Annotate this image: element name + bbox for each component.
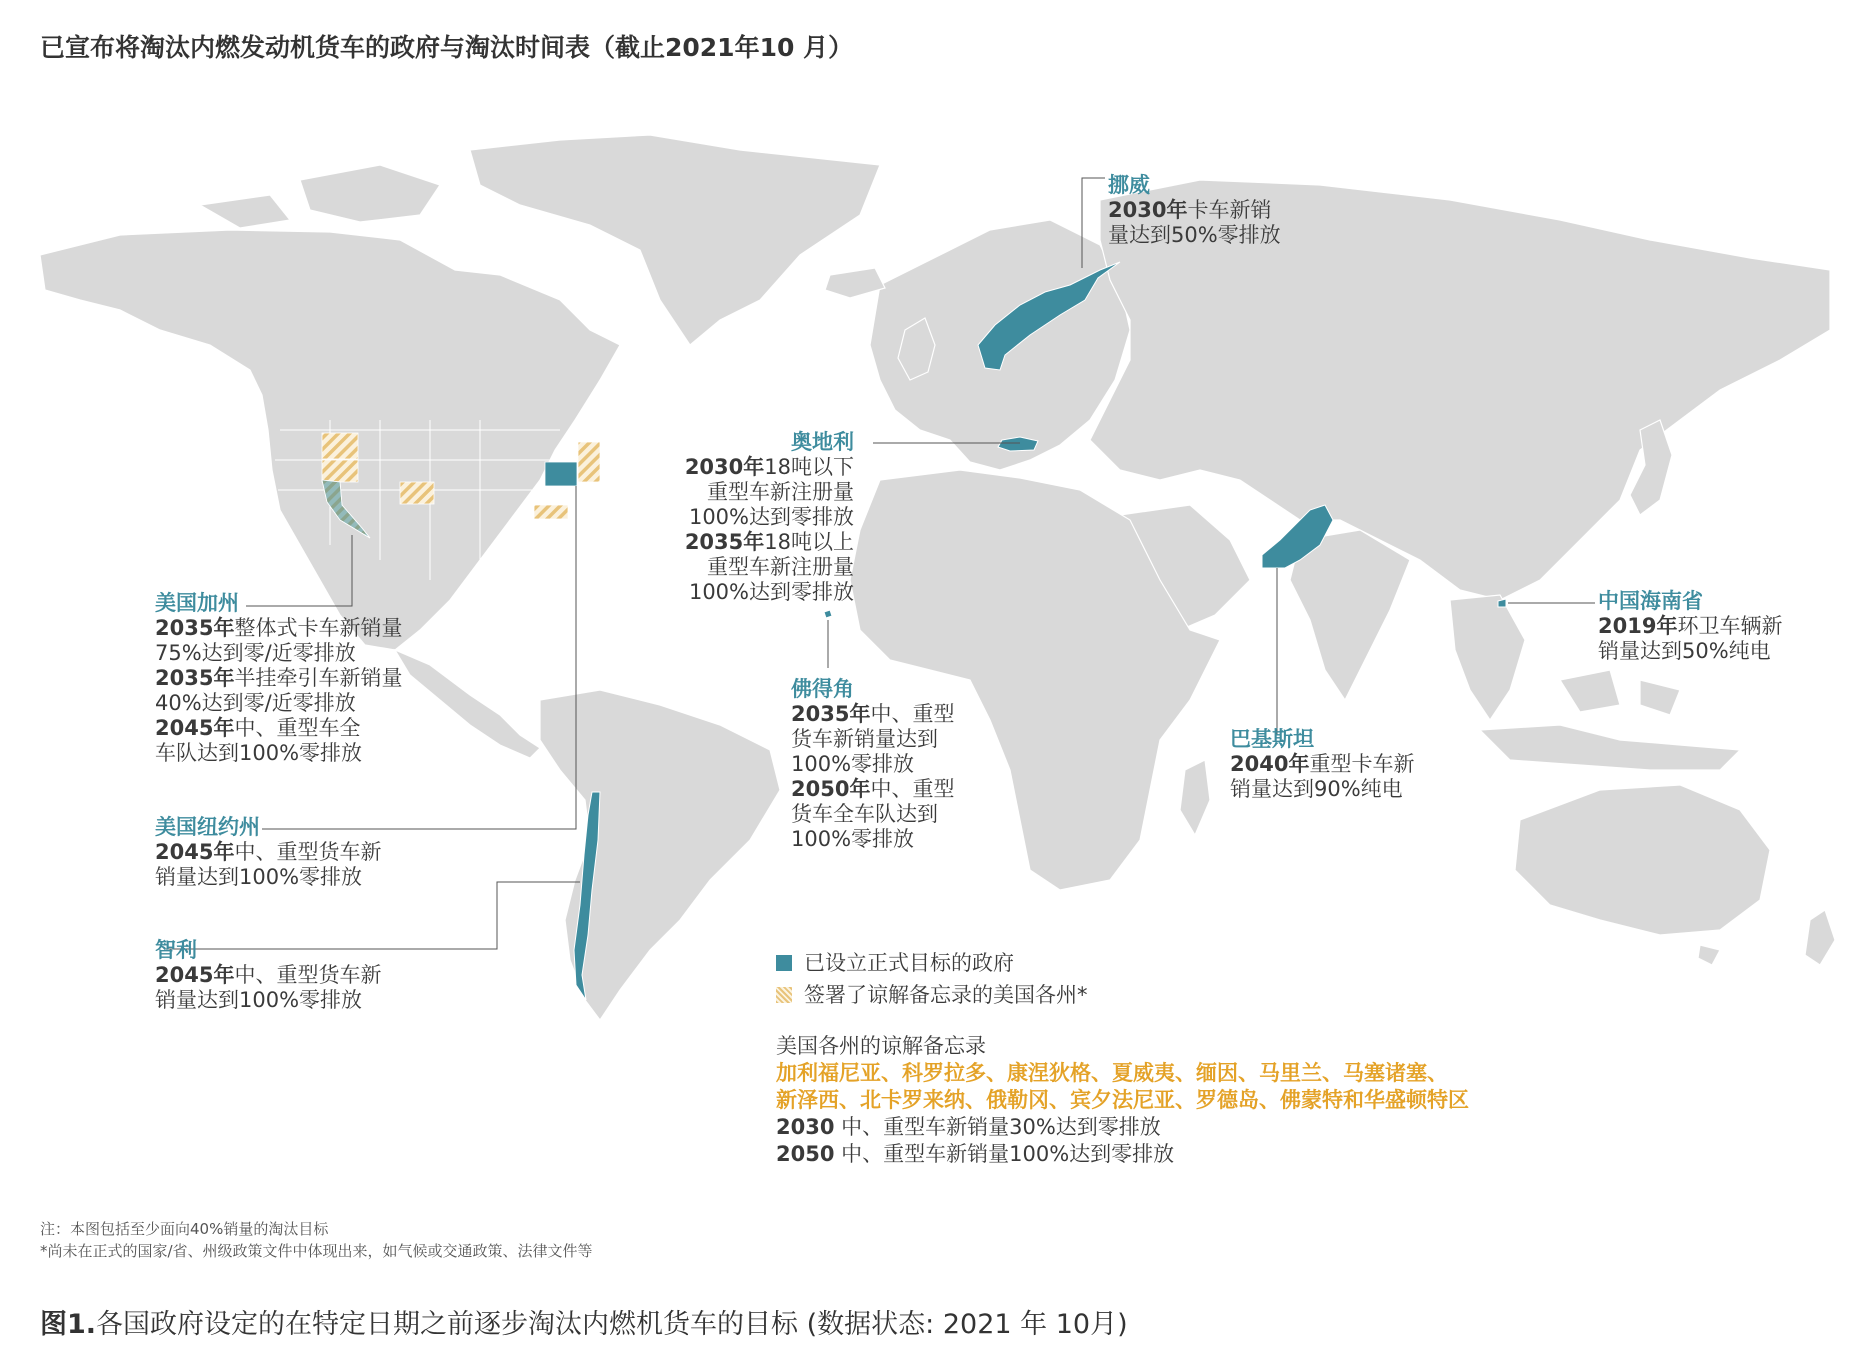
capeverde-region [824, 610, 832, 618]
legend-label: 已设立正式目标的政府 [804, 951, 1014, 975]
callout-chile [155, 938, 381, 1013]
callout-place: 奥地利 [791, 430, 854, 454]
callout-line: 销量达到100%零排放 [155, 988, 363, 1012]
southeast-asia-shape [1450, 595, 1525, 720]
callout-line: 重型车新注册量 [707, 480, 854, 504]
callout-capeverde [791, 677, 954, 852]
legend-item-mou [776, 979, 1088, 1011]
legend-item-formal [776, 947, 1088, 979]
callout-austria [672, 430, 854, 605]
formal-swatch-icon [776, 955, 792, 971]
callout-line: 100%达到零排放 [688, 580, 854, 604]
footnotes [40, 1218, 593, 1262]
callout-line: 货车全车队达到 [791, 802, 938, 826]
callout-line: 2035年中、重型 [791, 702, 955, 726]
callout-line: 2050年中、重型 [791, 777, 955, 801]
callout-line: 2045年中、重型车全 [155, 716, 361, 740]
washington-state-mou [322, 433, 358, 459]
callout-place: 美国纽约州 [155, 815, 260, 839]
mou-heading: 美国各州的谅解备忘录 [776, 1034, 986, 1058]
callout-line: 销量达到90%纯电 [1230, 777, 1403, 801]
oregon-state-mou [322, 460, 358, 482]
hainan-region [1498, 599, 1506, 607]
callout-place: 巴基斯坦 [1230, 727, 1314, 751]
callout-line: 2040年重型卡车新 [1230, 752, 1415, 776]
iceland-shape [825, 268, 885, 298]
mou-target: 2030 中、重型车新销量30%达到零排放 [776, 1115, 1161, 1139]
callout-line: 100%达到零排放 [688, 505, 854, 529]
northeast-states-mou [578, 442, 600, 482]
footnote-line: *尚未在正式的国家/省、州级政策文件中体现出来，如气候或交通政策、法律文件等 [40, 1242, 593, 1260]
central-america-shape [395, 650, 540, 758]
india-shape [1290, 530, 1410, 700]
callout-line: 2035年整体式卡车新销量 [155, 616, 403, 640]
callout-line: 2035年18吨以上 [684, 530, 854, 554]
callout-place: 美国加州 [155, 591, 239, 615]
hatched-swatch-icon [776, 987, 792, 1003]
indonesia-shape [1480, 725, 1740, 770]
legend-label: 签署了谅解备忘录的美国各州* [804, 983, 1088, 1007]
callout-line: 销量达到50%纯电 [1598, 639, 1771, 663]
callout-newyork [155, 815, 381, 890]
mou-box [776, 1033, 1469, 1168]
callout-hainan [1598, 589, 1782, 664]
callout-line: 40%达到零/近零排放 [155, 691, 356, 715]
madagascar-shape [1180, 760, 1210, 835]
map-title: 已宣布将淘汰内燃发动机货车的政府与淘汰时间表（截止2021年10 月） [40, 33, 854, 62]
callout-line: 75%达到零/近零排放 [155, 641, 356, 665]
callout-line: 2045年中、重型货车新 [155, 840, 382, 864]
callout-line: 车队达到100%零排放 [155, 741, 363, 765]
mou-states-line: 加利福尼亚、科罗拉多、康涅狄格、夏威夷、缅因、马里兰、马塞诸塞、 [776, 1061, 1448, 1085]
mou-states-line: 新泽西、北卡罗来纳、俄勒冈、宾夕法尼亚、罗德岛、佛蒙特和华盛顿特区 [776, 1088, 1469, 1112]
callout-line: 货车新销量达到 [791, 727, 938, 751]
callout-california [155, 591, 402, 766]
figure-caption [40, 1302, 1128, 1341]
callout-norway [1108, 173, 1281, 248]
figure-caption-text: 各国政府设定的在特定日期之前逐步淘汰内燃机货车的目标 (数据状态: 2021 年 10月) [96, 1309, 1128, 1340]
australia-shape [1515, 785, 1770, 935]
callout-place: 佛得角 [791, 677, 854, 701]
callout-line: 重型车新注册量 [707, 555, 854, 579]
callout-line: 2030年18吨以下 [684, 455, 854, 479]
callout-place: 挪威 [1108, 173, 1150, 197]
callout-line: 100%零排放 [791, 827, 915, 851]
callout-line: 2035年半挂牵引车新销量 [155, 666, 403, 690]
legend [776, 947, 1088, 1011]
newyork-state [545, 462, 577, 486]
callout-place: 中国海南省 [1598, 589, 1703, 613]
arctic-islands-shape [300, 165, 440, 222]
midatlantic-states-mou [534, 505, 568, 519]
footnote-line: 注：本图包括至少面向40%销量的淘汰目标 [40, 1220, 329, 1238]
mou-target: 2050 中、重型车新销量100%达到零排放 [776, 1142, 1175, 1166]
callout-place: 智利 [155, 938, 197, 962]
colorado-state-mou [400, 482, 434, 504]
figure-number: 图1. [40, 1309, 97, 1340]
callout-line: 销量达到100%零排放 [155, 865, 363, 889]
callout-line: 2045年中、重型货车新 [155, 963, 382, 987]
callout-line: 2030年卡车新销 [1108, 198, 1272, 222]
callout-line: 2019年环卫车辆新 [1598, 614, 1783, 638]
callout-line: 100%零排放 [791, 752, 915, 776]
callout-line: 量达到50%零排放 [1108, 223, 1281, 247]
callout-pakistan [1230, 727, 1414, 802]
new-zealand-shape [1805, 910, 1835, 965]
